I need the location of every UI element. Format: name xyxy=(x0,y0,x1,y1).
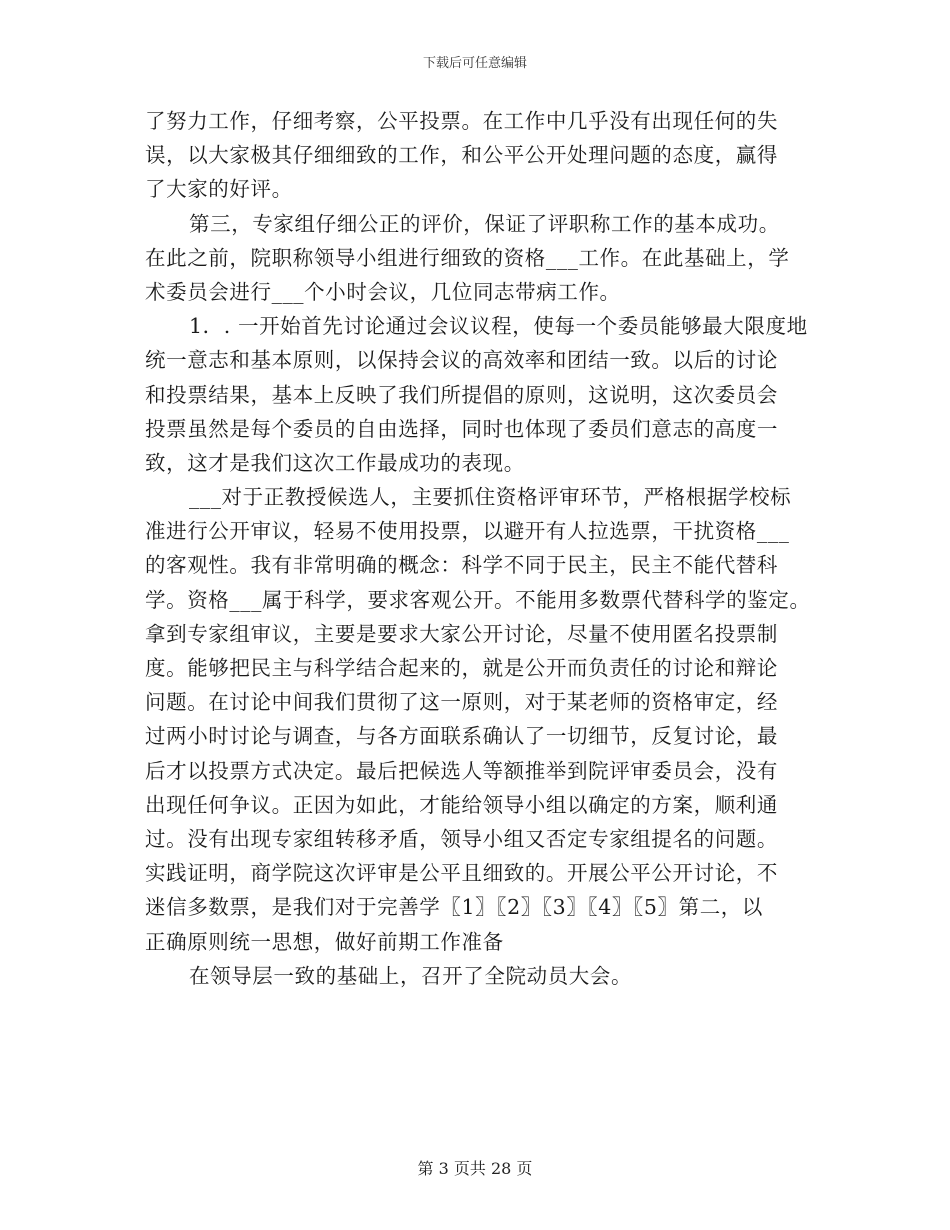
text-line: 在此之前，院职称领导小组进行细致的资格___工作。在此基础上，学 xyxy=(145,245,790,270)
text-line: 了努力工作，仔细考察，公平投票。在工作中几乎没有出现任何的失 xyxy=(145,109,778,133)
text-line: 出现任何争议。正因为如此，才能给领导小组以确定的方案，顺利通 xyxy=(145,792,778,817)
text-line: 迷信多数票，是我们对于完善学〖1〗〖2〗〖3〗〖4〗〖5〗第二，以 xyxy=(145,895,764,920)
text-line: 过两小时讨论与调查，与各方面联系确认了一切细节，反复讨论，最 xyxy=(145,724,778,749)
page-header: 下载后可任意编辑 xyxy=(422,56,527,71)
text-line: 学。资格___属于科学，要求客观公开。不能用多数票代替科学的鉴定。 xyxy=(145,587,811,612)
text-line: 正确原则统一思想，做好前期工作准备 xyxy=(145,929,504,954)
text-line: 和投票结果，基本上反映了我们所提倡的原则，这说明，这次委员会 xyxy=(145,382,778,407)
text-line: 准进行公开审议，轻易不使用投票，以避开有人拉选票，干扰资格___ xyxy=(145,519,790,544)
document-body xyxy=(145,104,825,993)
text-line: 后才以投票方式决定。最后把候选人等额推举到院评审委员会，没有 xyxy=(145,758,778,783)
text-line: 问题。在讨论中间我们贯彻了这一原则，对于某老师的资格审定，经 xyxy=(145,690,778,715)
paragraph-start-line: ___对于正教授候选人，主要抓住资格评审环节，严格根据学校标 xyxy=(189,485,792,510)
text-line: 术委员会进行___个小时会议，几位同志带病工作。 xyxy=(145,279,621,304)
paragraph-start-line: 第三，专家组仔细公正的评价，保证了评职称工作的基本成功。 xyxy=(189,211,780,236)
text-line: 度。能够把民主与科学结合起来的，就是公开而负责任的讨论和辩论 xyxy=(145,656,778,680)
text-line: 过。没有出现专家组转移矛盾，领导小组又否定专家组提名的问题。 xyxy=(145,826,778,851)
text-line: 投票虽然是每个委员的自由选择，同时也体现了委员们意志的高度一 xyxy=(145,416,778,441)
paragraph-start-line: 在领导层一致的基础上，召开了全院动员大会。 xyxy=(189,963,633,988)
page-number-footer: 第 3 页共 28 页 xyxy=(417,1159,533,1178)
text-line: 了大家的好评。 xyxy=(145,177,293,202)
text-line: 统一意志和基本原则，以保持会议的高效率和团结一致。以后的讨论 xyxy=(145,348,778,373)
text-line: 拿到专家组审议，主要是要求大家公开讨论，尽量不使用匿名投票制 xyxy=(145,621,778,646)
text-line: 误，以大家极其仔细细致的工作，和公平公开处理问题的态度，赢得 xyxy=(145,143,778,168)
text-line: 的客观性。我有非常明确的概念：科学不同于民主，民主不能代替科 xyxy=(145,553,778,578)
text-line: 致，这才是我们这次工作最成功的表现。 xyxy=(145,450,525,475)
text-line: 实践证明，商学院这次评审是公平且细致的。开展公平公开讨论，不 xyxy=(145,861,778,886)
paragraph-start-line: 1．. 一开始首先讨论通过会议议程，使每一个委员能够最大限度地 xyxy=(189,314,808,339)
